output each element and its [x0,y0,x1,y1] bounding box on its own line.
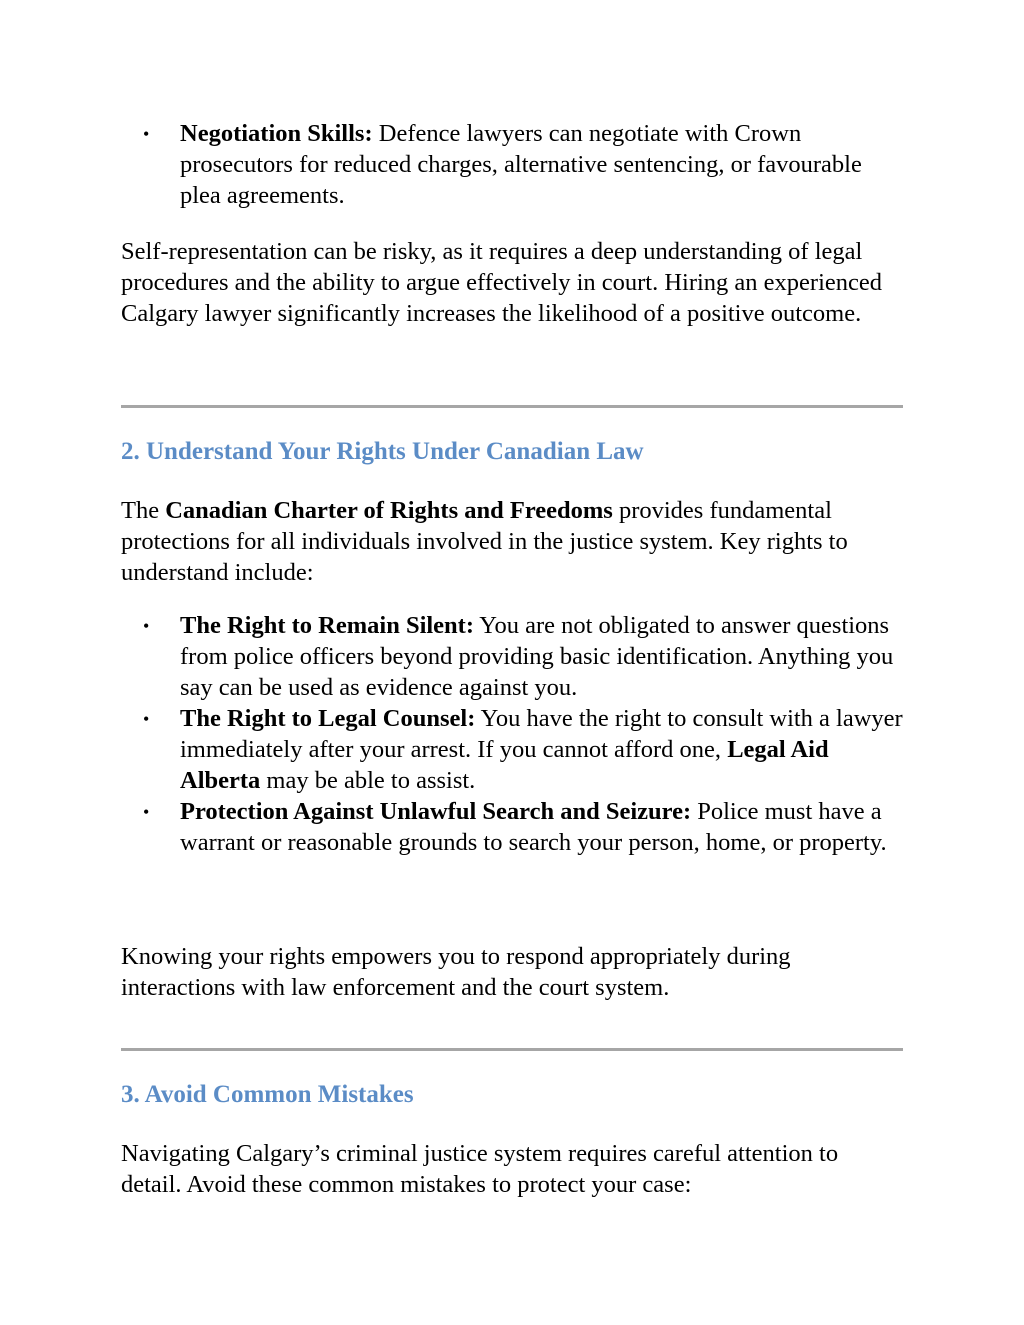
charter-name: Canadian Charter of Rights and Freedoms [165,497,613,524]
bullet-text: may be able to assist. [260,767,476,794]
list-item [121,703,903,796]
bullet-text: Defence lawyers can negotiate with Crown prosecutors for reduced charges, alternative sentencing, or favourable plea agreements. [180,120,862,209]
charter-intro-paragraph [121,495,903,588]
list-item [121,610,903,703]
legal-aid-name: Legal Aid Alberta [180,736,829,794]
rights-bullet-list [121,610,903,858]
intro-prefix: The [121,497,166,524]
bullet-text: You are not obligated to answer questions from police officers beyond providing basic identification. Anything you say can be used as evidence against you. [180,612,894,701]
bullet-text: You have the right to consult with a lawyer immediately after your arrest. If you cannot afford one, [180,705,903,763]
section-divider [121,405,903,408]
bullet-term: The Right to Legal Counsel: [180,705,476,732]
mistakes-intro-paragraph: Navigating Calgary’s criminal justice system requires careful attention to detail. Avoid these common mistakes to protect your case: [121,1140,839,1198]
bullet-term: Protection Against Unlawful Search and Seizure: [180,798,692,825]
bullet-icon: • [143,124,150,144]
rights-closing-paragraph: Knowing your rights empowers you to respond appropriately during interactions with law enforcement and the court system. [121,943,791,1001]
bullet-icon: • [143,616,150,636]
bullet-text: Police must have a warrant or reasonable grounds to search your person, home, or property. [180,798,887,856]
bullet-icon: • [143,802,150,822]
section-heading-mistakes: 3. Avoid Common Mistakes [121,1081,414,1108]
list-item [121,796,903,858]
list-item [121,118,903,211]
intro-suffix: provides fundamental protections for all individuals involved in the justice system. Key rights to understand include: [121,497,848,586]
self-representation-paragraph: Self-representation can be risky, as it requires a deep understanding of legal procedures and the ability to argue effectively in court. Hiring an experienced Calgary lawyer significantly increases the likelihood of a positive outcome. [121,238,883,327]
bullet-icon: • [143,709,150,729]
bullet-term: The Right to Remain Silent: [180,612,474,639]
negotiation-bullet-list [121,118,903,211]
section-heading-rights: 2. Understand Your Rights Under Canadian Law [121,438,644,465]
bullet-term: Negotiation Skills: [180,120,373,147]
section-divider [121,1048,903,1051]
